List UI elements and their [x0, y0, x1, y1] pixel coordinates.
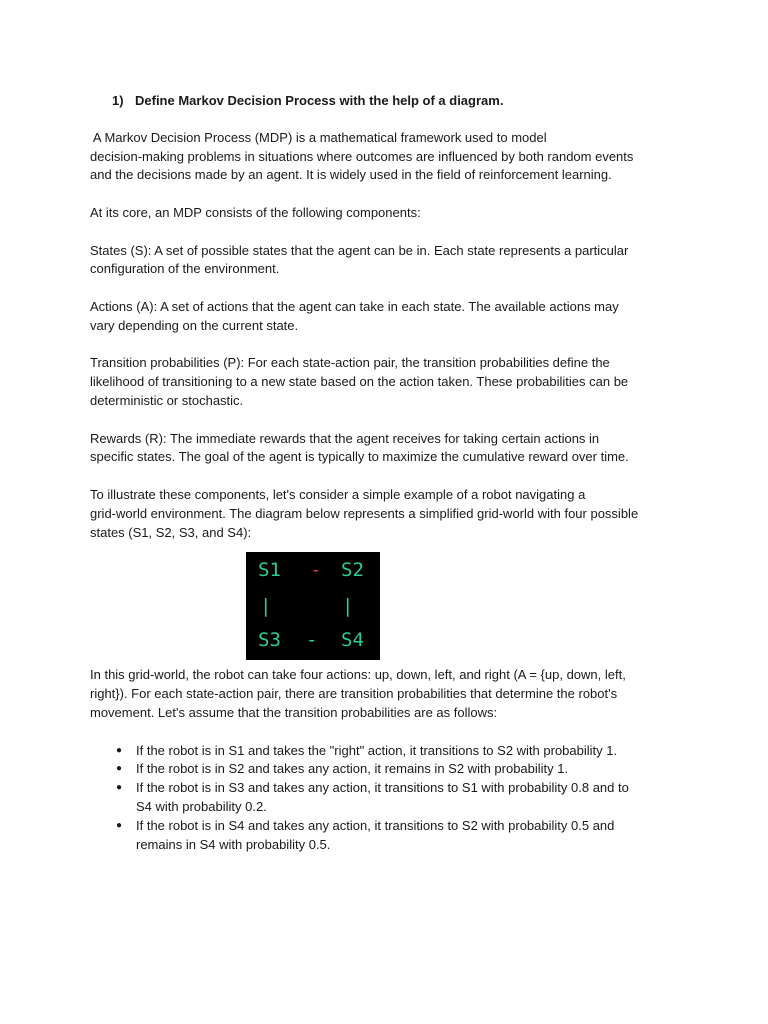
state-s2-label: S2: [341, 559, 364, 582]
text-line: remains in S4 with probability 0.5.: [136, 836, 331, 852]
top-connector: -: [310, 559, 322, 582]
bullet-icon: ●: [116, 819, 123, 831]
document-page: [90, 92, 680, 854]
question-title: Define Markov Decision Process with the help of a diagram.: [135, 93, 504, 108]
state-s4-label: S4: [341, 629, 364, 652]
intro-paragraph: [90, 129, 680, 185]
text-line: If the robot is in S3 and takes any action, it transitions to S1 with probability 0.8 and to: [136, 780, 629, 796]
text-line: A Markov Decision Process (MDP) is a mathematical framework used to model: [90, 129, 547, 145]
transition-list: [90, 742, 680, 855]
actions-paragraph: [90, 298, 680, 336]
text-line: and the decisions made by an agent. It is widely used in the field of reinforcement learning.: [90, 167, 612, 183]
text-line: To illustrate these components, let's consider a simple example of a robot navigating a: [90, 486, 586, 502]
gridworld-paragraph: [90, 666, 680, 722]
text-line: decision-making problems in situations where outcomes are influenced by both random events: [90, 148, 634, 164]
text-line: At its core, an MDP consists of the following components:: [90, 204, 421, 220]
state-s1-label: S1: [258, 559, 281, 582]
text-line: If the robot is in S1 and takes the "right" action, it transitions to S2 with probability 1.: [136, 742, 618, 758]
core-paragraph: [90, 204, 680, 223]
text-line: right}). For each state-action pair, there are transition probabilities that determine the robot's: [90, 686, 618, 702]
text-line: configuration of the environment.: [90, 261, 280, 277]
list-item: [90, 742, 680, 761]
text-line: states (S1, S2, S3, and S4):: [90, 524, 252, 540]
text-line: Transition probabilities (P): For each state-action pair, the transition probabilities define the: [90, 355, 610, 371]
text-line: If the robot is in S4 and takes any action, it transitions to S2 with probability 0.5 and: [136, 817, 615, 833]
text-line: Rewards (R): The immediate rewards that the agent receives for taking certain actions in: [90, 430, 600, 446]
bottom-connector: -: [306, 629, 318, 652]
bullet-icon: ●: [116, 744, 123, 756]
grid-world-diagram: [246, 552, 380, 660]
text-line: specific states. The goal of the agent is typically to maximize the cumulative reward over time.: [90, 449, 629, 465]
list-item: [90, 817, 680, 855]
transitions-paragraph: [90, 354, 680, 410]
text-line: Actions (A): A set of actions that the agent can take in each state. The available actions may: [90, 298, 619, 314]
text-line: In this grid-world, the robot can take four actions: up, down, left, and right (A = {up, down, left,: [90, 667, 626, 683]
states-paragraph: [90, 242, 680, 280]
list-item: [90, 760, 680, 779]
right-connector: |: [342, 595, 354, 618]
left-connector: |: [260, 595, 272, 618]
bullet-icon: ●: [116, 763, 123, 775]
question-number: 1): [112, 93, 124, 108]
text-line: likelihood of transitioning to a new state based on the action taken. These probabilities can be: [90, 374, 629, 390]
text-line: movement. Let's assume that the transition probabilities are as follows:: [90, 704, 498, 720]
text-line: deterministic or stochastic.: [90, 392, 244, 408]
text-line: States (S): A set of possible states that the agent can be in. Each state represents a particular: [90, 242, 629, 258]
text-line: S4 with probability 0.2.: [136, 798, 267, 814]
bullet-icon: ●: [116, 782, 123, 794]
text-line: grid-world environment. The diagram below represents a simplified grid-world with four possible: [90, 505, 639, 521]
list-item: [90, 779, 680, 817]
text-line: If the robot is in S2 and takes any action, it remains in S2 with probability 1.: [136, 761, 569, 777]
text-line: vary depending on the current state.: [90, 317, 299, 333]
rewards-paragraph: [90, 430, 680, 468]
question-heading: [90, 92, 680, 111]
grid-world-svg: [246, 552, 380, 660]
state-s3-label: S3: [258, 629, 281, 652]
illustrate-paragraph: [90, 486, 680, 542]
